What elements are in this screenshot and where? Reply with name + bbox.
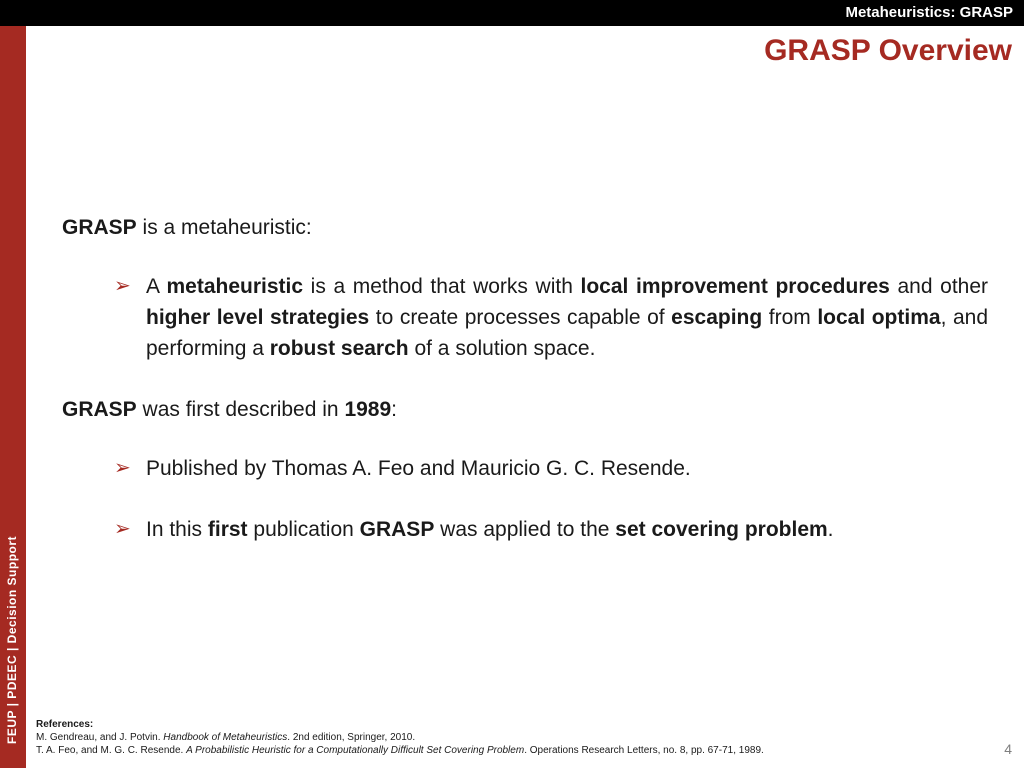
text: Published by Thomas A. Feo and Mauricio G. C. Resende. <box>146 457 691 480</box>
references-title: References: <box>36 719 94 730</box>
ref-details: . Operations Research Letters, no. 8, pp. 67-71, 1989. <box>524 745 764 756</box>
bullet-authors <box>62 453 988 484</box>
text: publication <box>247 518 360 541</box>
strong: GRASP <box>359 518 435 541</box>
text: was applied to the <box>434 518 616 541</box>
strong: first <box>207 518 248 541</box>
bullet-definition <box>62 271 988 364</box>
text: A <box>146 275 167 298</box>
side-label: FEUP | PDEEC | Decision Support <box>5 535 19 744</box>
text: In this <box>146 518 208 541</box>
text: and other <box>889 275 989 298</box>
history-year: 1989 <box>344 398 392 421</box>
ref-authors: T. A. Feo, and M. G. C. Resende. <box>36 745 187 756</box>
text: from <box>762 306 818 329</box>
arrow-bullet-icon: ➢ <box>114 518 131 540</box>
text: was first described in <box>136 398 345 421</box>
references <box>36 718 936 757</box>
intro-strong: GRASP <box>62 216 137 239</box>
ref-work: Handbook of Metaheuristics <box>163 732 288 743</box>
text: , and performing a <box>146 306 989 360</box>
text: : <box>391 398 397 421</box>
slide-content <box>62 212 988 575</box>
text: is a method that works with <box>303 275 581 298</box>
side-bar <box>0 26 26 768</box>
text: . <box>827 518 834 541</box>
strong: metaheuristic <box>166 275 304 298</box>
arrow-bullet-icon: ➢ <box>114 457 131 479</box>
strong: robust search <box>269 337 409 360</box>
text: to create processes capable of <box>369 306 672 329</box>
history-strong: GRASP <box>62 398 137 421</box>
slide-title: GRASP Overview <box>764 34 1012 67</box>
course-title: Metaheuristics: GRASP <box>845 4 1013 21</box>
ref-authors: M. Gendreau, and J. Potvin. <box>36 732 164 743</box>
strong: set covering problem <box>615 518 828 541</box>
ref-details: . 2nd edition, Springer, 2010. <box>287 732 416 743</box>
top-bar <box>0 0 1024 26</box>
page-number: 4 <box>1004 741 1012 757</box>
reference-item <box>36 744 936 757</box>
ref-work: A Probabilistic Heuristic for a Computationally Difficult Set Covering Problem <box>186 745 525 756</box>
intro-rest: is a metaheuristic: <box>136 216 312 239</box>
history-line <box>62 394 988 425</box>
strong: escaping <box>671 306 763 329</box>
reference-item <box>36 731 936 744</box>
bullet-application <box>62 514 988 545</box>
text: of a solution space. <box>408 337 596 360</box>
intro-line <box>62 212 988 243</box>
strong: local optima <box>817 306 941 329</box>
arrow-bullet-icon: ➢ <box>114 275 131 297</box>
strong: local improvement procedures <box>580 275 890 298</box>
strong: higher level strategies <box>146 306 370 329</box>
